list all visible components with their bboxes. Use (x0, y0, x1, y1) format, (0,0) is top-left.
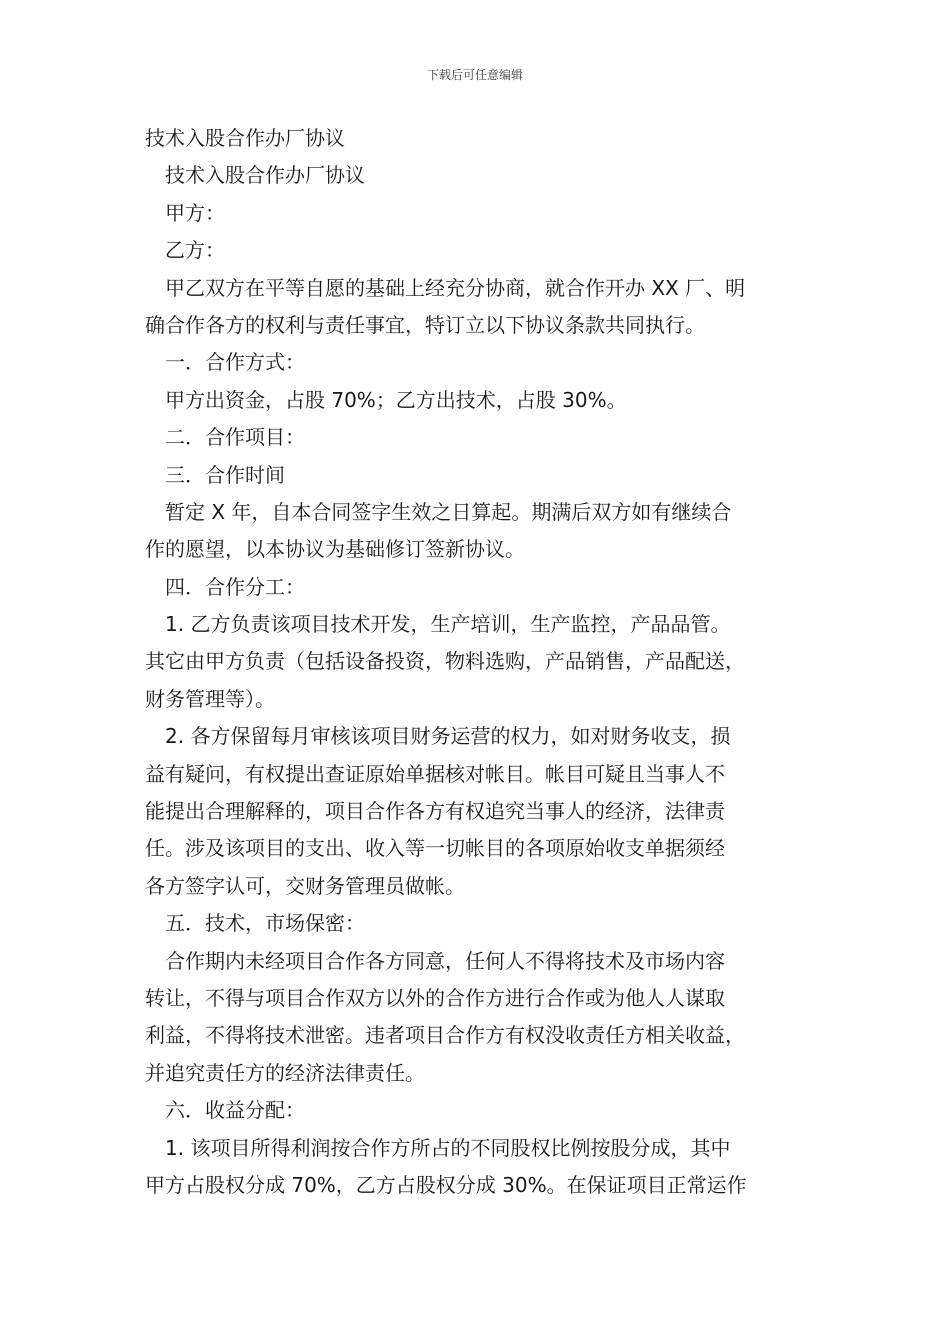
document-line: 四．合作分工： (165, 574, 305, 599)
document-line: 技术入股合作办厂协议 (145, 126, 345, 150)
document-line: 三．合作时间 (165, 462, 285, 487)
document-line: 暂定 X 年，自本合同签字生效之日算起。期满后双方如有继续合 (165, 499, 732, 524)
document-line: 转让，不得与项目合作双方以外的合作方进行合作或为他人人谋取 (145, 985, 725, 1010)
document-line: 六．收益分配： (165, 1098, 305, 1123)
document-line: 作的愿望，以本协议为基础修订签新协议。 (145, 537, 525, 562)
document-line: 任。涉及该项目的支出、收入等一切帐目的各项原始收支单据须经 (145, 836, 725, 861)
document-line: 合作期内未经项目合作各方同意，任何人不得将技术及市场内容 (165, 948, 725, 973)
document-line: 乙方： (165, 238, 225, 263)
document-line: 技术入股合作办厂协议 (165, 163, 365, 188)
document-body (145, 120, 810, 1204)
document-line: 确合作各方的权利与责任事宜，特订立以下协议条款共同执行。 (145, 312, 705, 337)
document-line: 一．合作方式： (165, 350, 305, 375)
document-line: 其它由甲方负责（包括设备投资，物料选购，产品销售，产品配送， (145, 649, 745, 674)
document-line: 甲方： (165, 200, 225, 225)
document-line: 2. 各方保留每月审核该项目财务运营的权力，如对财务收支，损 (165, 724, 731, 749)
document-line: 甲方占股权分成 70%，乙方占股权分成 30%。在保证项目正常运作 (145, 1172, 747, 1197)
page-header-note: 下载后可任意编辑 (426, 68, 523, 82)
document-line: 甲方出资金，占股 70%；乙方出技术，占股 30%。 (165, 387, 627, 412)
document-line: 1. 乙方负责该项目技术开发，生产培训，生产监控，产品品管。 (165, 612, 731, 637)
document-line: 1. 该项目所得利润按合作方所占的不同股权比例按股分成，其中 (165, 1135, 731, 1160)
document-line: 五．技术，市场保密： (165, 911, 365, 936)
document-line: 各方签字认可，交财务管理员做帐。 (145, 873, 465, 898)
document-line: 益有疑问，有权提出查证原始单据核对帐目。帐目可疑且当事人不 (145, 761, 725, 786)
document-line: 利益，不得将技术泄密。违者项目合作方有权没收责任方相关收益， (145, 1023, 745, 1048)
document-line: 财务管理等）。 (145, 686, 275, 711)
document-line: 并追究责任方的经济法律责任。 (145, 1060, 425, 1085)
document-line: 二．合作项目： (165, 425, 305, 450)
document-line: 能提出合理解释的，项目合作各方有权追究当事人的经济，法律责 (145, 799, 725, 824)
document-line: 甲乙双方在平等自愿的基础上经充分协商，就合作开办 XX 厂、明 (165, 275, 746, 300)
